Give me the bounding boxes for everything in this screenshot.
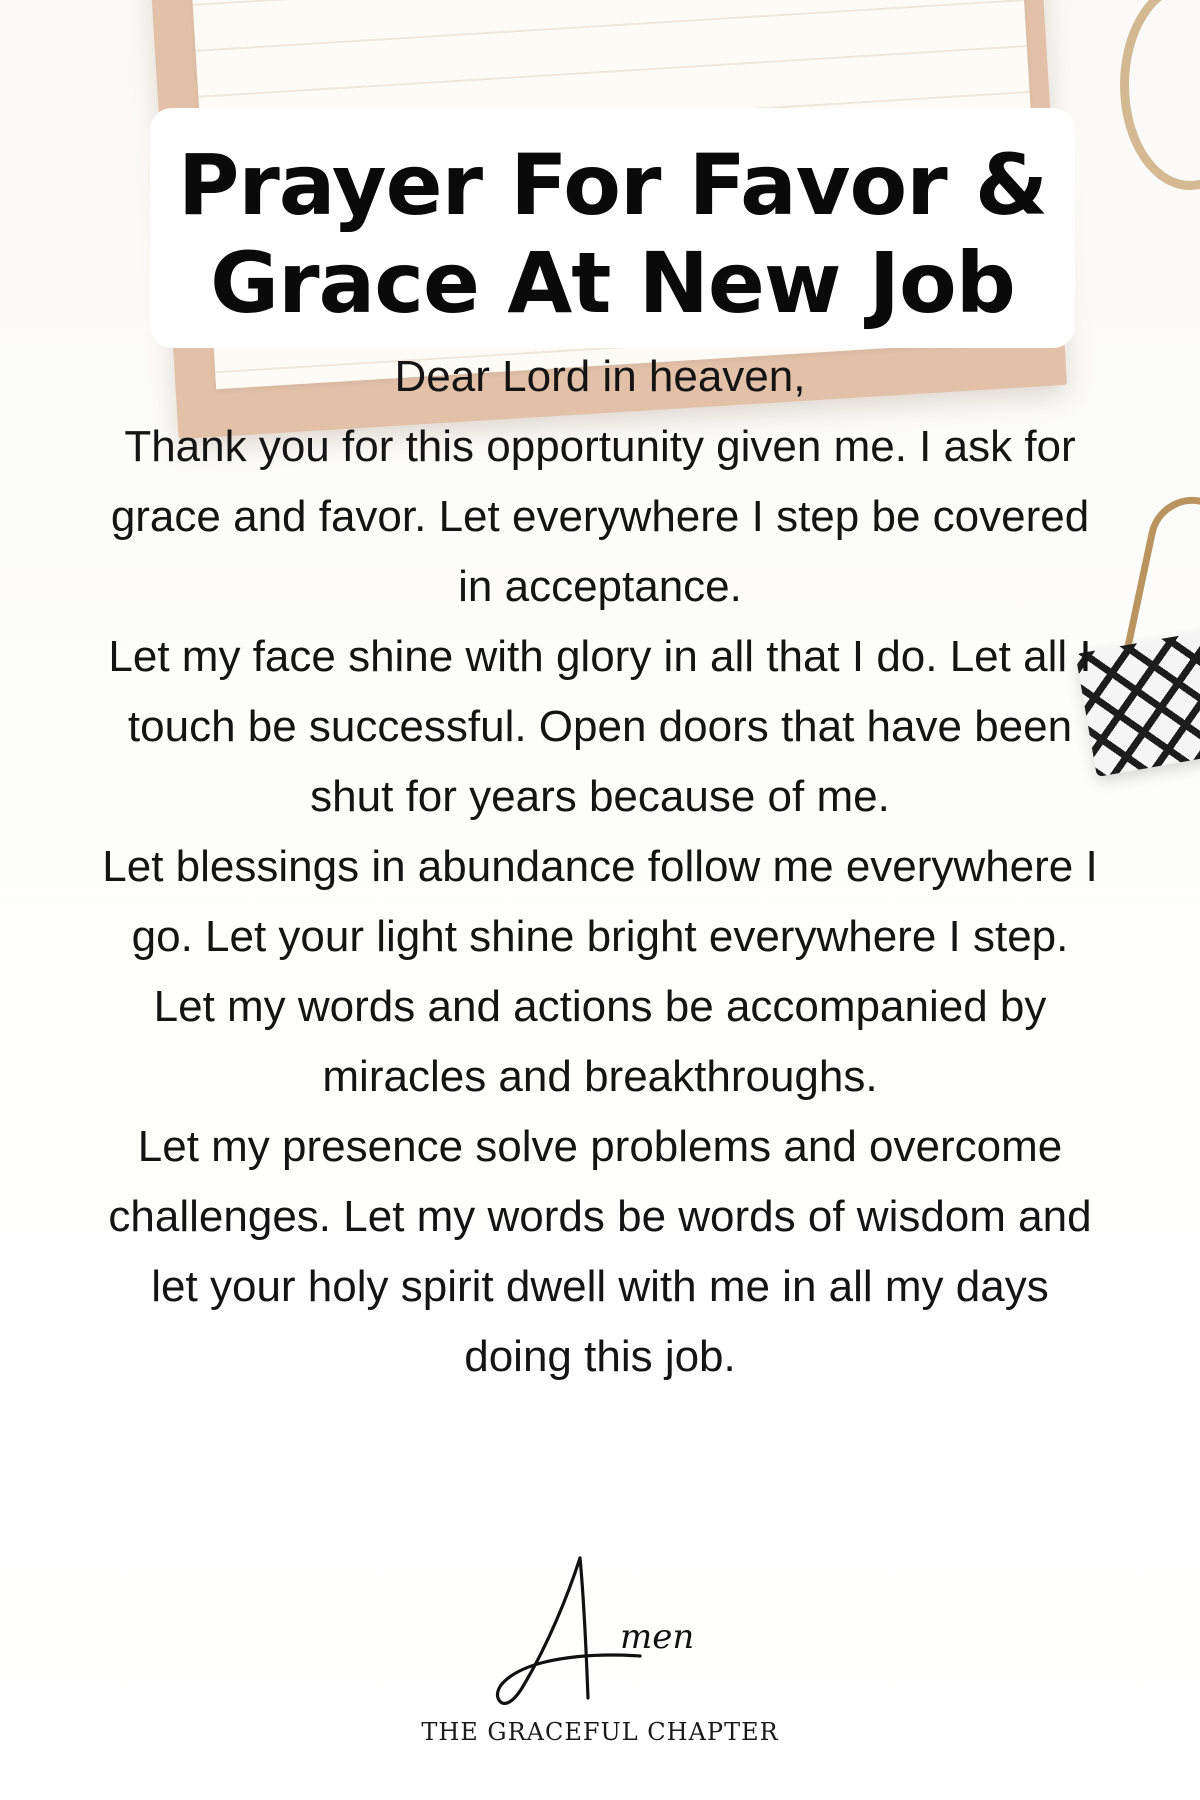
prayer-body [100, 342, 1100, 1392]
prayer-paragraph: Thank you for this opportunity given me. I ask for grace and favor. Let everywhere I step be covered in acceptance. [110, 422, 1090, 611]
prayer-paragraph: Let my presence solve problems and overcome challenges. Let my words be words of wisdom and let your holy spirit dwell with me in all my days doing this job. [108, 1122, 1092, 1381]
amen-signature-tail: men [620, 1617, 695, 1657]
amen-signature [450, 1550, 750, 1710]
gold-ring-decoration [1120, 0, 1200, 190]
page-title-line-1: Prayer For Favor & [177, 136, 1048, 234]
prayer-paragraph: Dear Lord in heaven, [394, 352, 806, 401]
prayer-paragraph: Let my face shine with glory in all that I do. Let all I touch be successful. Open doors that have been shut for years because of me. [108, 632, 1092, 821]
page-title-line-2: Grace At New Job [210, 234, 1015, 332]
prayer-paragraph: Let blessings in abundance follow me everywhere I go. Let your light shine bright everywhere I step. Let my words and actions be accompanied by miracles and breakthroughs. [102, 842, 1098, 1101]
title-box [150, 108, 1075, 348]
brand-footer: THE GRACEFUL CHAPTER [421, 1718, 779, 1746]
